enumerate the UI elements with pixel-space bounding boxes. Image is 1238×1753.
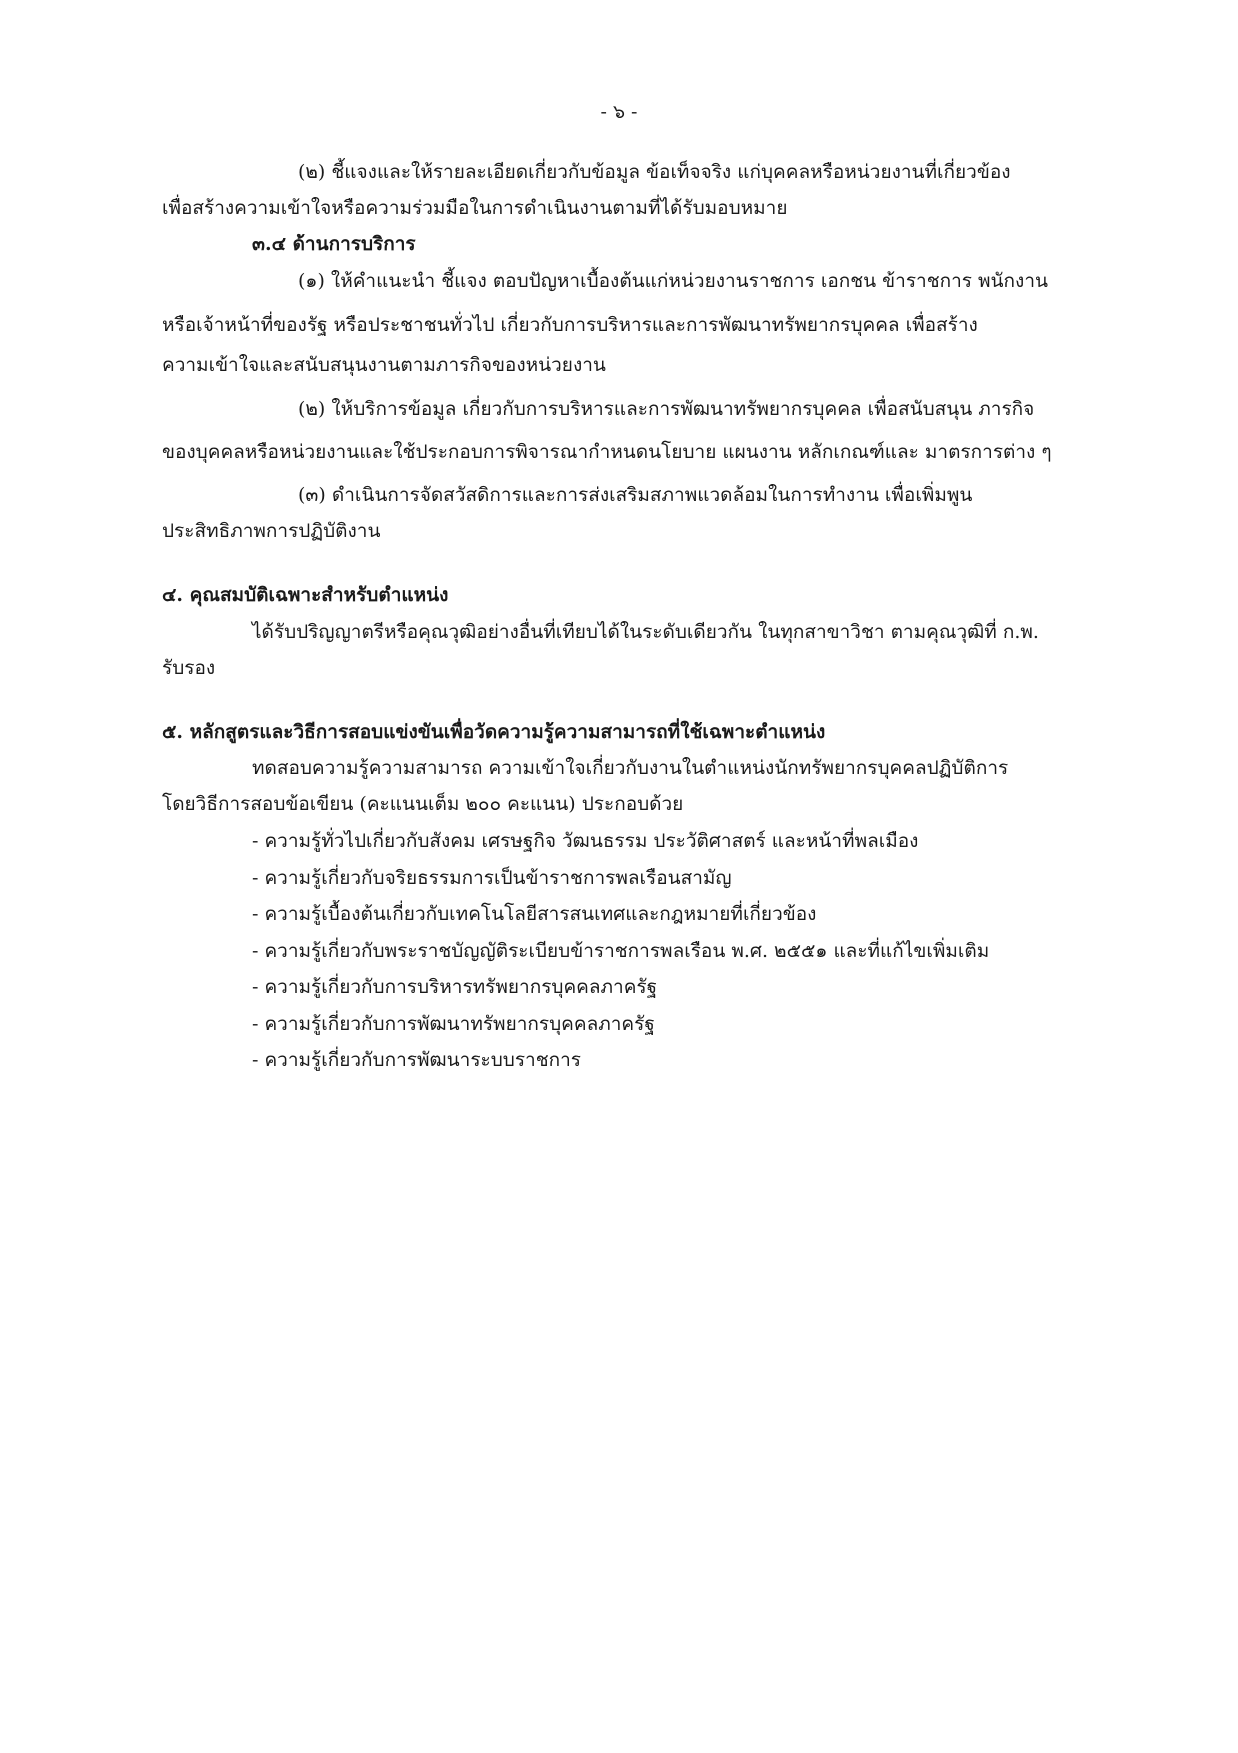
paragraph-line: หรือเจ้าหน้าที่ของรัฐ หรือประชาชนทั่วไป เกี่ยวกับการบริหารและการพัฒนาทรัพยากรบุคคล เพื่อสร้าง [162,314,978,336]
list-item: - ความรู้เกี่ยวกับการพัฒนาระบบราชการ [252,1049,582,1071]
list-item: - ความรู้ทั่วไปเกี่ยวกับสังคม เศรษฐกิจ วัฒนธรรม ประวัติศาสตร์ และหน้าที่พลเมือง [252,830,919,852]
paragraph-line: ความเข้าใจและสนับสนุนงานตามภารกิจของหน่วยงาน [162,354,606,376]
paragraph-line: ได้รับปริญญาตรีหรือคุณวุฒิอย่างอื่นที่เทียบได้ในระดับเดียวกัน ในทุกสาขาวิชา ตามคุณวุฒิที่ ก.พ. [252,621,1039,643]
paragraph-line: (๒) ให้บริการข้อมูล เกี่ยวกับการบริหารและการพัฒนาทรัพยากรบุคคล เพื่อสนับสนุน ภารกิจ [298,398,1035,420]
paragraph-line: (๒) ชี้แจงและให้รายละเอียดเกี่ยวกับข้อมูล ข้อเท็จจริง แก่บุคคลหรือหน่วยงานที่เกี่ยวข้อง [298,161,1011,183]
list-item: - ความรู้เกี่ยวกับจริยธรรมการเป็นข้าราชการพลเรือนสามัญ [252,867,732,889]
list-item: - ความรู้เบื้องต้นเกี่ยวกับเทคโนโลยีสารสนเทศและกฎหมายที่เกี่ยวข้อง [252,903,817,925]
paragraph-line: ของบุคคลหรือหน่วยงานและใช้ประกอบการพิจารณากำหนดนโยบาย แผนงาน หลักเกณฑ์และ มาตรการต่าง ๆ [162,441,1052,463]
paragraph-line: (๑) ให้คำแนะนำ ชี้แจง ตอบปัญหาเบื้องต้นแก่หน่วยงานราชการ เอกชน ข้าราชการ พนักงาน [298,270,1048,292]
paragraph-line: ทดสอบความรู้ความสามารถ ความเข้าใจเกี่ยวกับงานในตำแหน่งนักทรัพยากรบุคคลปฏิบัติการ [252,757,1009,779]
list-item: - ความรู้เกี่ยวกับพระราชบัญญัติระเบียบข้าราชการพลเรือน พ.ศ. ๒๕๕๑ และที่แก้ไขเพิ่มเติม [252,940,990,962]
paragraph-line: รับรอง [162,657,216,679]
paragraph-line: เพื่อสร้างความเข้าใจหรือความร่วมมือในการดำเนินงานตามที่ได้รับมอบหมาย [162,197,788,219]
paragraph-line: โดยวิธีการสอบข้อเขียน (คะแนนเต็ม ๒๐๐ คะแนน) ประกอบด้วย [162,793,684,815]
paragraph-line: ประสิทธิภาพการปฏิบัติงาน [162,520,381,542]
section-heading-5: ๕. หลักสูตรและวิธีการสอบแข่งขันเพื่อวัดความรู้ความสามารถที่ใช้เฉพาะตำแหน่ง [162,721,826,743]
paragraph-line: (๓) ดำเนินการจัดสวัสดิการและการส่งเสริมสภาพแวดล้อมในการทำงาน เพื่อเพิ่มพูน [298,484,973,506]
list-item: - ความรู้เกี่ยวกับการพัฒนาทรัพยากรบุคคลภาครัฐ [252,1013,655,1035]
subsection-heading: ๓.๔ ด้านการบริการ [252,233,416,255]
list-item: - ความรู้เกี่ยวกับการบริหารทรัพยากรบุคคลภาครัฐ [252,976,658,998]
section-heading-4: ๔. คุณสมบัติเฉพาะสำหรับตำแหน่ง [162,584,449,606]
page-number: - ๖ - [600,101,638,123]
